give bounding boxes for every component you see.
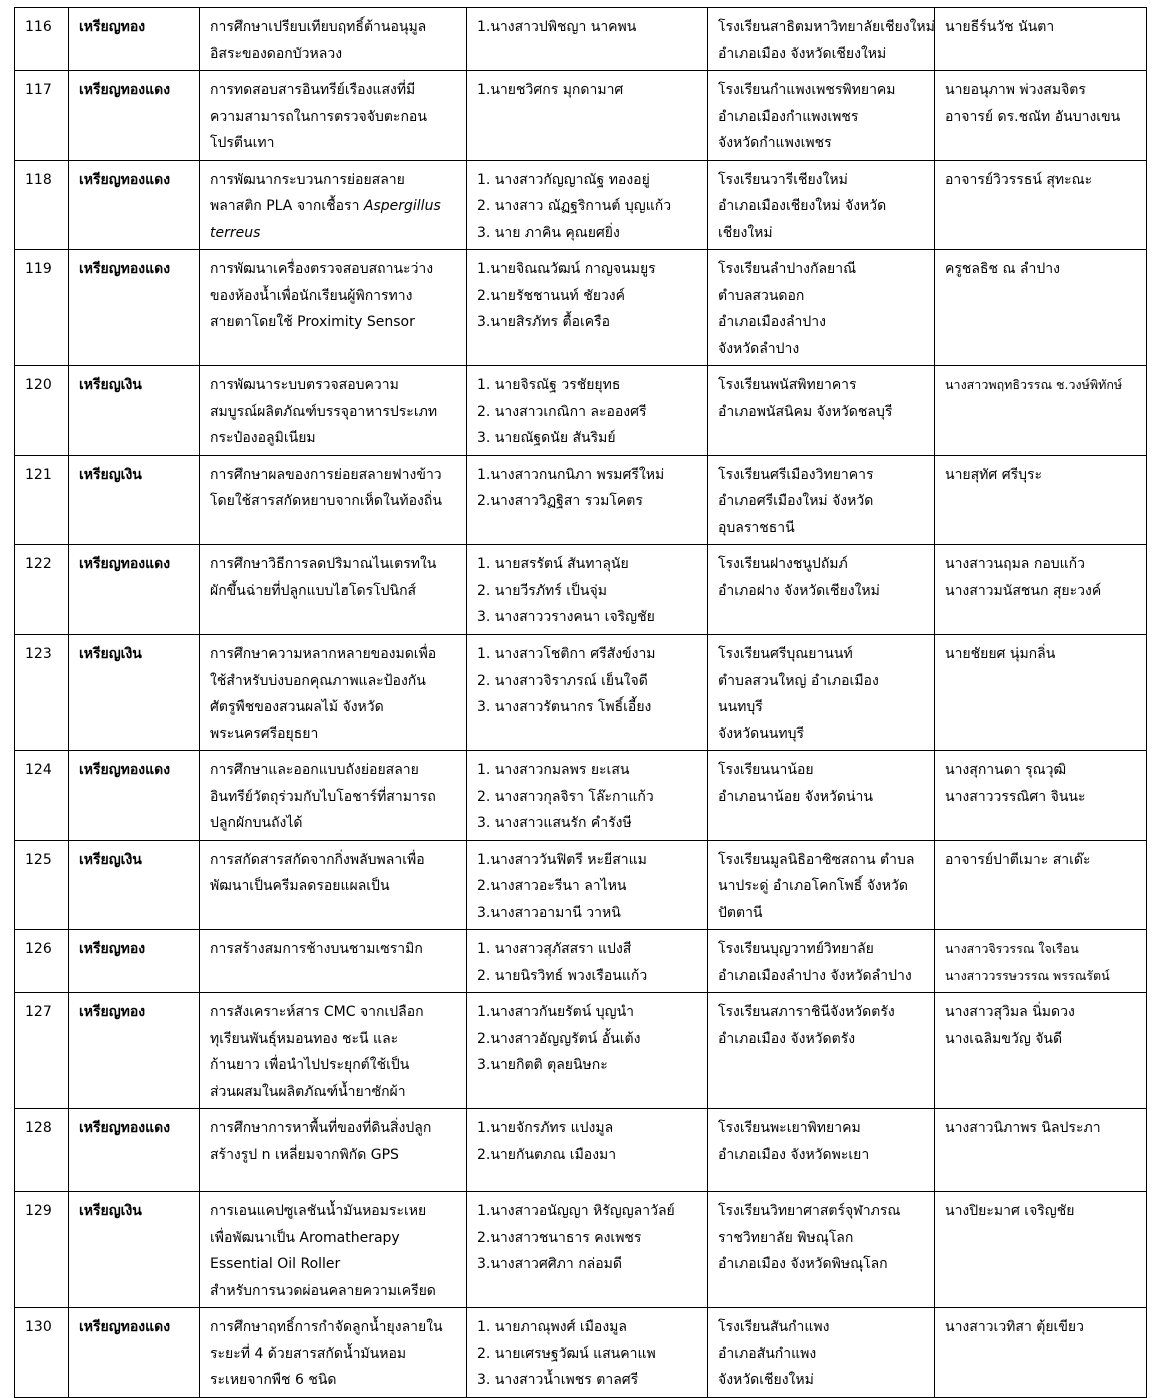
project-title [200, 545, 467, 635]
advisor-names [935, 993, 1147, 1109]
school-name [708, 993, 935, 1109]
school-name [708, 71, 935, 161]
school-line: จังหวัดลำปาง [718, 340, 800, 357]
title-line: ก้านยาว เพื่อนำไปประยุกต์ใช้เป็น [210, 1057, 410, 1073]
student-names [467, 993, 708, 1109]
school-line: ปัตตานี [718, 904, 763, 921]
title-line: ของห้องน้ำเพื่อนักเรียนผู้พิการทาง [210, 287, 413, 304]
awards-table [14, 7, 1147, 1398]
student-name: 3.นายสิรภัทร ตื้อเครือ [477, 314, 611, 330]
advisor-name: อาจารย์ ดร.ชณัท อันบางเขน [945, 108, 1121, 125]
school-name [708, 635, 935, 751]
advisor-name: นางปิยะมาศ เจริญชัย [945, 1203, 1075, 1219]
entry-number: 125 [15, 840, 69, 930]
award-level: เหรียญเงิน [69, 366, 200, 456]
table-row [15, 1192, 1147, 1308]
award-level: เหรียญทองแดง [69, 1109, 200, 1192]
advisor-names [935, 366, 1147, 456]
entry-number: 119 [15, 250, 69, 366]
advisor-name: อาจารย์ปาตีเมาะ สาเด๊ะ [945, 851, 1091, 868]
award-level: เหรียญเงิน [69, 635, 200, 751]
scientific-name: Aspergillus [363, 198, 441, 214]
title-line: การศึกษาและออกแบบถังย่อยสลาย [210, 762, 419, 778]
student-name: 1. นางสาวสุภัสสรา แปงสี [477, 941, 632, 957]
advisor-name: นางสาวนิภาพร นิลประภา [945, 1120, 1101, 1136]
table-row [15, 1109, 1147, 1192]
project-title [200, 1192, 467, 1308]
entry-number: 130 [15, 1308, 69, 1398]
advisor-names [935, 160, 1147, 250]
project-title [200, 455, 467, 545]
school-line: โรงเรียนฝางชนูปถัมภ์ [718, 556, 848, 572]
student-names [467, 455, 708, 545]
project-title [200, 1308, 467, 1398]
entry-number: 118 [15, 160, 69, 250]
title-line: การทดสอบสารอินทรีย์เรืองแสงที่มี [210, 82, 416, 98]
title-line: อินทรีย์วัตถุร่วมกับไบโอชาร์ที่สามารถ [210, 788, 436, 805]
table-row [15, 1308, 1147, 1398]
student-name: 3. นางสาวแสนรัก คำรังษี [477, 815, 632, 831]
student-name: 2. นางสาวกุลจิรา โล๊ะกาแก้ว [477, 788, 654, 805]
advisor-names [935, 545, 1147, 635]
student-name: 1.นางสาววันฟิตรี หะยีสาแม [477, 851, 647, 868]
school-name [708, 751, 935, 841]
title-line: ระยะที่ 4 ด้วยสารสกัดน้ำมันหอม [210, 1345, 407, 1362]
school-line: จังหวัดกำแพงเพชร [718, 135, 832, 151]
title-line: เพื่อพัฒนาเป็น Aromatherapy [210, 1229, 400, 1246]
title-line: การศึกษาเปรียบเทียบฤทธิ์ต้านอนุมูล [210, 19, 427, 35]
table-row [15, 160, 1147, 250]
student-name: 2. นางสาว ณัฏฐริกานต์ บุญแก้ว [477, 198, 672, 214]
student-names [467, 160, 708, 250]
school-name [708, 455, 935, 545]
project-title [200, 160, 467, 250]
table-row [15, 455, 1147, 545]
project-title [200, 366, 467, 456]
award-level: เหรียญทองแดง [69, 71, 200, 161]
entry-number: 121 [15, 455, 69, 545]
award-level: เหรียญทองแดง [69, 160, 200, 250]
student-name: 1.นางสาวปพิชญา นาคพน [477, 19, 637, 35]
project-title [200, 751, 467, 841]
table-row [15, 366, 1147, 456]
advisor-name: นางสาวนฤมล กอบแก้ว [945, 556, 1085, 572]
student-name: 1. นายจิรณัฐ วรชัยยุทธ [477, 377, 621, 393]
title-line: กระป๋องอลูมิเนียม [210, 430, 316, 446]
title-line: อิสระของดอกบัวหลวง [210, 45, 343, 62]
title-line: สายตาโดยใช้ Proximity Sensor [210, 314, 415, 330]
school-line: อำเภอศรีเมืองใหม่ จังหวัด [718, 493, 874, 509]
award-level: เหรียญทองแดง [69, 1308, 200, 1398]
school-name [708, 840, 935, 930]
school-line: อำเภอเมืองกำแพงเพชร [718, 108, 859, 125]
title-line: ทุเรียนพันธุ์หมอนทอง ชะนี และ [210, 1030, 399, 1047]
advisor-name: นางสาววรรณิศา จินนะ [945, 788, 1086, 805]
table-row [15, 545, 1147, 635]
student-name: 2. นางสาวเกณิกา ละอองศรี [477, 403, 647, 420]
advisor-names [935, 250, 1147, 366]
title-line: การศึกษาฤทธิ์การกำจัดลูกน้ำยุงลายใน [210, 1319, 443, 1335]
advisor-name: นางสุกานดา รุณวุฒิ [945, 762, 1067, 778]
advisor-names [935, 71, 1147, 161]
school-line: โรงเรียนพะเยาพิทยาคม [718, 1120, 861, 1136]
table-row [15, 250, 1147, 366]
student-name: 3. นางสาวน้ำเพชร ตาลศรี [477, 1372, 639, 1388]
awards-table-body [15, 8, 1147, 1398]
student-name: 1. นายภาณุพงศ์ เมืองมูล [477, 1319, 627, 1335]
school-line: โรงเรียนนาน้อย [718, 762, 814, 778]
school-line: โรงเรียนมูลนิธิอาซิซสถาน ตำบล [718, 851, 915, 868]
student-name: 2. นายนิรวิทธ์ พวงเรือนแก้ว [477, 967, 648, 984]
title-line: ความสามารถในการตรวจจับตะกอน [210, 108, 427, 125]
table-row [15, 8, 1147, 71]
table-row [15, 751, 1147, 841]
title-line: ใช้สำหรับบ่งบอกคุณภาพและป้องกัน [210, 672, 426, 689]
entry-number: 124 [15, 751, 69, 841]
title-line: พัฒนาเป็นครีมลดรอยแผลเป็น [210, 878, 390, 894]
title-line: ปลูกผักบนถังได้ [210, 815, 303, 831]
project-title [200, 930, 467, 993]
school-name [708, 930, 935, 993]
school-line: เชียงใหม่ [718, 224, 773, 241]
award-level: เหรียญทองแดง [69, 545, 200, 635]
table-row [15, 993, 1147, 1109]
advisor-name: นางเฉลิมขวัญ จันดี [945, 1030, 1063, 1047]
school-line: อำเภอสันกำแพง [718, 1345, 817, 1362]
student-name: 3. นางสาวรัตนากร โพธิ์เอี้ยง [477, 699, 652, 715]
school-line: โรงเรียนบุญวาทย์วิทยาลัย [718, 941, 874, 957]
student-name: 3.นางสาวศศิภา กล่อมดี [477, 1256, 622, 1272]
advisor-names [935, 635, 1147, 751]
school-line: โรงเรียนวิทยาศาสตร์จุฬาภรณ [718, 1203, 901, 1219]
title-line: การพัฒนาเครื่องตรวจสอบสถานะว่าง [210, 261, 434, 277]
advisor-name: อาจารย์วิวรรธน์ สุทะณะ [945, 171, 1093, 188]
title-line: การศึกษาผลของการย่อยสลายฟางข้าว [210, 466, 442, 483]
award-level: เหรียญทอง [69, 930, 200, 993]
school-line: อำเภอเมือง จังหวัดเชียงใหม่ [718, 45, 887, 62]
award-level: เหรียญทองแดง [69, 751, 200, 841]
project-title [200, 993, 467, 1109]
advisor-names [935, 930, 1147, 993]
student-names [467, 840, 708, 930]
school-line: โรงเรียนพนัสพิทยาคาร [718, 377, 857, 393]
advisor-name: นางสาวมนัสชนก สุยะวงค์ [945, 582, 1102, 599]
student-name: 3. นาย ภาคิน คุณยศยิ่ง [477, 224, 620, 241]
title-line: ศัตรูพืชของสวนผลไม้ จังหวัด [210, 699, 384, 715]
student-names [467, 751, 708, 841]
advisor-names [935, 455, 1147, 545]
project-title [200, 8, 467, 71]
entry-number: 129 [15, 1192, 69, 1308]
student-name: 2.นางสาวอะรีนา ลาไหน [477, 878, 627, 894]
advisor-names [935, 8, 1147, 71]
student-name: 3.นางสาวอามานี วาหนิ [477, 904, 621, 921]
student-name: 1.นายชวิศกร มุกดามาศ [477, 82, 624, 98]
table-row [15, 635, 1147, 751]
student-name: 3.นายกิตติ ตุลยนิษกะ [477, 1057, 608, 1073]
entry-number: 117 [15, 71, 69, 161]
title-line: สมบูรณ์ผลิตภัณฑ์บรรจุอาหารประเภท [210, 403, 438, 420]
project-title [200, 840, 467, 930]
school-name [708, 366, 935, 456]
school-name [708, 8, 935, 71]
entry-number: 122 [15, 545, 69, 635]
student-name: 2.นายกันตภณ เมืองมา [477, 1146, 617, 1163]
title-line: พลาสติก PLA จากเชื้อรา [210, 198, 364, 214]
student-names [467, 1308, 708, 1398]
school-line: อำเภอเมือง จังหวัดพะเยา [718, 1146, 870, 1163]
award-level: เหรียญทอง [69, 8, 200, 71]
advisor-name: นายชัยยศ นุ่มกลิ่น [945, 646, 1056, 662]
title-line: พระนครศรีอยุธยา [210, 725, 319, 742]
student-names [467, 8, 708, 71]
advisor-name: นายอนุภาพ พ่วงสมจิตร [945, 82, 1086, 98]
school-line: นนทบุรี [718, 699, 763, 715]
school-line: โรงเรียนลำปางกัลยาณี [718, 261, 857, 277]
title-line: การพัฒนากระบวนการย่อยสลาย [210, 171, 405, 188]
advisor-names [935, 1192, 1147, 1308]
school-name [708, 160, 935, 250]
entry-number: 116 [15, 8, 69, 71]
project-title [200, 635, 467, 751]
project-title [200, 1109, 467, 1192]
award-level: เหรียญเงิน [69, 455, 200, 545]
title-line: การศึกษาวิธีการลดปริมาณไนเตรทใน [210, 556, 437, 572]
title-line: โดยใช้สารสกัดหยาบจากเห็ดในท้องถิ่น [210, 493, 442, 509]
table-row [15, 840, 1147, 930]
student-names [467, 1192, 708, 1308]
school-line: อำเภอนาน้อย จังหวัดน่าน [718, 788, 873, 805]
school-line: โรงเรียนวารีเชียงใหม่ [718, 171, 848, 188]
title-line: ผักขึ้นฉ่ายที่ปลูกแบบไฮโดรโปนิกส์ [210, 582, 417, 599]
school-name [708, 1192, 935, 1308]
entry-number: 127 [15, 993, 69, 1109]
entry-number: 128 [15, 1109, 69, 1192]
school-line: ตำบลสวนดอก [718, 287, 805, 304]
advisor-name: นายสุทัศ ศรีบุระ [945, 466, 1043, 483]
title-line: การศึกษาความหลากหลายของมดเพื่อ [210, 646, 437, 662]
project-title [200, 250, 467, 366]
student-name: 2. นายเศรษฐวัฒน์ แสนคาแพ [477, 1345, 656, 1362]
student-name: 3. นายณัฐดนัย สันริมย์ [477, 430, 616, 446]
school-name [708, 1308, 935, 1398]
student-name: 1. นางสาวโชติกา ศรีสังข์งาม [477, 646, 656, 662]
school-line: โรงเรียนสาธิตมหาวิทยาลัยเชียงใหม่ [718, 19, 935, 35]
project-title [200, 71, 467, 161]
student-names [467, 545, 708, 635]
title-line: การศึกษาการหาพื้นที่ของที่ดินสิ่งปลูก [210, 1120, 432, 1136]
student-name: 2.นางสาวชนาธาร คงเพชร [477, 1229, 642, 1246]
advisor-names [935, 751, 1147, 841]
entry-number: 126 [15, 930, 69, 993]
school-line: โรงเรียนศรีบุณยานนท์ [718, 646, 853, 662]
school-line: อำเภอเมืองลำปาง จังหวัดลำปาง [718, 967, 912, 984]
school-line: โรงเรียนสันกำแพง [718, 1319, 830, 1335]
advisor-name: นางสาวสุวิมล นิ่มดวง [945, 1004, 1075, 1020]
student-name: 1.นายจิณณวัฒน์ กาญจนมยูร [477, 261, 656, 277]
advisor-name: นางสาวพฤทธิวรรณ ช.วงษ์พิทักษ์ [945, 377, 1123, 392]
title-line: Essential Oil Roller [210, 1256, 341, 1272]
school-line: อำเภอพนัสนิคม จังหวัดชลบุรี [718, 403, 893, 420]
school-line: โรงเรียนกำแพงเพชรพิทยาคม [718, 82, 896, 98]
student-names [467, 250, 708, 366]
title-line: การพัฒนาระบบตรวจสอบความ [210, 377, 399, 393]
student-name: 2.นางสาวอัญญรัตน์ อั้นเต้ง [477, 1030, 641, 1047]
school-line: ตำบลสวนใหญ่ อำเภอเมือง [718, 672, 879, 689]
school-name [708, 545, 935, 635]
school-line: จังหวัดนนทบุรี [718, 725, 804, 742]
student-name: 2.นายรัชชานนท์ ชัยวงค์ [477, 287, 625, 304]
title-line: การสกัดสารสกัดจากกิ่งพลับพลาเพื่อ [210, 851, 425, 868]
advisor-name: นางสาวจิรวรรณ ใจเรือน [945, 941, 1079, 956]
entry-number: 123 [15, 635, 69, 751]
student-name: 1. นายสรรัตน์ สันทาลุนัย [477, 556, 629, 572]
advisor-names [935, 1109, 1147, 1192]
advisor-name: นายธีร์นวัช นันตา [945, 19, 1055, 35]
school-line: ราชวิทยาลัย พิษณุโลก [718, 1229, 854, 1246]
award-level: เหรียญเงิน [69, 1192, 200, 1308]
school-line: โรงเรียนศรีเมืองวิทยาคาร [718, 466, 874, 483]
title-line: การสังเคราะห์สาร CMC จากเปลือก [210, 1004, 424, 1020]
award-level: เหรียญทองแดง [69, 250, 200, 366]
school-line: อำเภอเมืองเชียงใหม่ จังหวัด [718, 198, 887, 214]
title-line: โปรตีนเทา [210, 135, 275, 151]
student-name: 1.นางสาวอนัญญา หิรัญญลาวัลย์ [477, 1203, 675, 1219]
student-names [467, 635, 708, 751]
title-line: ส่วนผสมในผลิตภัณฑ์น้ำยาซักผ้า [210, 1083, 406, 1100]
student-names [467, 71, 708, 161]
student-names [467, 930, 708, 993]
student-name: 2.นางสาววิฏฐิสา รวมโคตร [477, 493, 643, 509]
student-name: 3. นางสาววรางคนา เจริญชัย [477, 609, 655, 625]
school-line: อำเภอฝาง จังหวัดเชียงใหม่ [718, 582, 880, 599]
advisor-names [935, 840, 1147, 930]
school-line: อุบลราชธานี [718, 519, 795, 536]
student-names [467, 1109, 708, 1192]
student-name: 2. นายวีรภัทร์ เป็นจุ่ม [477, 582, 607, 599]
scientific-name: terreus [210, 224, 261, 241]
title-line: สร้างรูป n เหลี่ยมจากพิกัด GPS [210, 1146, 399, 1163]
award-level: เหรียญทอง [69, 993, 200, 1109]
student-name: 2. นางสาวจิราภรณ์ เย็นใจดี [477, 672, 648, 689]
student-names [467, 366, 708, 456]
student-name: 1.นางสาวกนกนิภา พรมศรีใหม่ [477, 466, 665, 483]
school-name [708, 1109, 935, 1192]
school-line: จังหวัดเชียงใหม่ [718, 1372, 814, 1388]
student-name: 1. นางสาวกัญญาณัฐ ทองอยู่ [477, 171, 650, 188]
advisor-name: นางสาวเวทิสา ตุ้ยเขียว [945, 1319, 1084, 1335]
school-line: โรงเรียนสภาราชินีจังหวัดตรัง [718, 1004, 895, 1020]
table-row [15, 71, 1147, 161]
title-line: ระเหยจากพืช 6 ชนิด [210, 1372, 337, 1388]
student-name: 1.นายจักรภัทร แปงมูล [477, 1120, 614, 1136]
award-level: เหรียญเงิน [69, 840, 200, 930]
title-line: การสร้างสมการช้างบนชามเซรามิก [210, 941, 423, 957]
entry-number: 120 [15, 366, 69, 456]
student-name: 1. นางสาวกมลพร ยะเสน [477, 762, 630, 778]
title-line: การเอนแคปซูเลชันน้ำมันหอมระเหย [210, 1203, 427, 1219]
advisor-name: ครูชลธิช ณ ลำปาง [945, 261, 1060, 277]
school-line: อำเภอเมืองลำปาง [718, 314, 826, 330]
school-line: อำเภอเมือง จังหวัดพิษณุโลก [718, 1256, 888, 1272]
school-line: นาประดู่ อำเภอโคกโพธิ์ จังหวัด [718, 878, 908, 894]
advisor-names [935, 1308, 1147, 1398]
school-line: อำเภอเมือง จังหวัดตรัง [718, 1030, 856, 1047]
student-name: 1.นางสาวกันยรัตน์ บุญนำ [477, 1004, 635, 1020]
table-row [15, 930, 1147, 993]
title-line: สำหรับการนวดผ่อนคลายความเครียด [210, 1282, 436, 1299]
advisor-name: นางสาววรรษวรรณ พรรณรัตน์ [945, 967, 1110, 983]
school-name [708, 250, 935, 366]
